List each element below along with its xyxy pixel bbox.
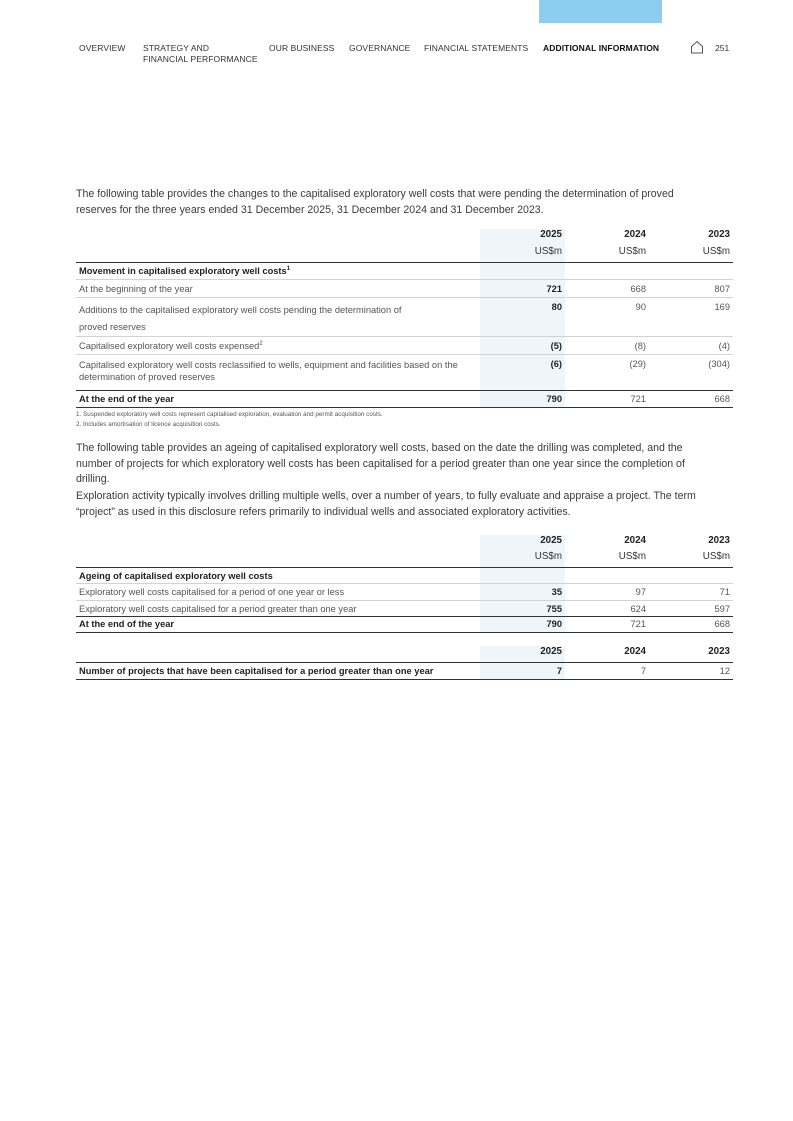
nav-strategy[interactable] [143, 43, 258, 65]
col-2024: 2024 [565, 646, 649, 662]
unit-2023: US$m [649, 246, 733, 262]
footnote-1: 1. Suspended exploratory well costs represent capitalised exploration, evaluation and permit acquisition costs. [76, 411, 383, 418]
nav-our-business[interactable]: OUR BUSINESS [269, 43, 335, 53]
unit-2025: US$m [480, 551, 565, 567]
nav-strategy-line1: STRATEGY AND [143, 43, 210, 53]
header-blank [76, 229, 480, 246]
row-label-line2: proved reserves [79, 321, 146, 332]
col-2023: 2023 [708, 535, 730, 546]
total-2023: 668 [649, 616, 733, 632]
col-2025: 2025 [480, 646, 565, 662]
row-label [76, 297, 480, 336]
cell-2024: 97 [565, 583, 649, 600]
unit-2024: US$m [565, 246, 649, 262]
cell-2023: 71 [649, 583, 733, 600]
col-2024: 2024 [624, 229, 646, 240]
table-row [76, 583, 733, 600]
nav-additional-information[interactable]: ADDITIONAL INFORMATION [543, 43, 660, 53]
cell-2024: 668 [565, 279, 649, 297]
cell-2025: 35 [480, 583, 565, 600]
nav-strategy-line2: FINANCIAL PERFORMANCE [143, 54, 258, 64]
row-label-line1: Capitalised exploratory well costs reclassified to wells, equipment and facilities based on the [79, 359, 458, 370]
cell-2025: 7 [480, 662, 565, 679]
cell-2025: 80 [480, 297, 565, 336]
cell-2024: (29) [629, 358, 646, 369]
unit-2025: US$m [480, 246, 565, 262]
total-2025: 790 [480, 616, 565, 632]
row-label [76, 354, 480, 390]
col-2025: 2025 [480, 229, 565, 246]
total-label: At the end of the year [76, 390, 480, 407]
ageing-paragraph: The following table provides an ageing of capitalised exploratory well costs, based on the date the drilling was completed, and the number of projects for which exploratory well costs has been capitalised for a period greater than one year since the completion of drilling. [76, 442, 685, 485]
section-title: Ageing of capitalised exploratory well costs [76, 567, 480, 583]
cell-2024: 90 [565, 297, 649, 336]
project-definition-paragraph: Exploration activity typically involves drilling multiple wells, over a number of years, to fully evaluate and appraise a project. The term “project” as used in this disclosure refers primarily to individual wells and associated exploratory activities. [76, 490, 696, 518]
table-row [76, 297, 733, 336]
row-label: Number of projects that have been capitalised for a period greater than one year [76, 662, 480, 679]
table-row [76, 600, 733, 616]
cell-2023: (304) [708, 358, 730, 369]
table-row [76, 336, 733, 354]
page-number: 251 [715, 43, 730, 53]
row-label-text: Capitalised exploratory well costs expensed [79, 340, 260, 351]
cell-2024: 7 [565, 662, 649, 679]
nav-financial-statements[interactable]: FINANCIAL STATEMENTS [424, 43, 529, 53]
cell-2023: 169 [649, 297, 733, 336]
row-label [76, 336, 480, 354]
row-label: Exploratory well costs capitalised for a period of one year or less [76, 583, 480, 600]
movement-table [76, 229, 733, 408]
cell-2024: (8) [565, 336, 649, 354]
total-row [76, 390, 733, 407]
cell-2023: (4) [649, 336, 733, 354]
total-row [76, 616, 733, 632]
section-tab-marker [539, 0, 662, 23]
nav-governance[interactable]: GOVERNANCE [349, 43, 411, 53]
col-2024: 2024 [624, 535, 646, 546]
total-2023: 668 [649, 390, 733, 407]
ageing-table [76, 535, 733, 633]
table-row [76, 354, 733, 390]
nav-overview[interactable]: OVERVIEW [79, 43, 126, 53]
row-label: At the beginning of the year [76, 279, 480, 297]
table-row [76, 662, 733, 679]
cell-2025: (5) [480, 336, 565, 354]
row-label-line2: determination of proved reserves [79, 371, 215, 382]
cell-2025: (6) [480, 354, 565, 390]
intro-paragraph: The following table provides the changes to the capitalised exploratory well costs that were pending the determination of proved reserves for the three years ended 31 December 2025, 31 December 2024 and 31 December 2023. [76, 188, 674, 216]
cell-2023: 597 [714, 603, 730, 614]
cell-2023: 807 [649, 279, 733, 297]
cell-2025: 721 [480, 279, 565, 297]
col-2023: 2023 [708, 229, 730, 240]
footnote-ref-2: 2 [259, 340, 263, 347]
unit-2024: US$m [565, 551, 649, 567]
top-navigation [0, 43, 793, 73]
table-row [76, 279, 733, 297]
col-2025: 2025 [480, 535, 565, 551]
total-label: At the end of the year [76, 616, 480, 632]
cell-2023: 12 [649, 662, 733, 679]
footnote-ref-1: 1 [286, 265, 291, 272]
section-title-text: Movement in capitalised exploratory well costs [79, 265, 287, 276]
cell-2024: 624 [630, 603, 646, 614]
row-label-line1: Additions to the capitalised exploratory well costs pending the determination of [79, 304, 402, 315]
total-2025: 790 [480, 390, 565, 407]
row-label: Exploratory well costs capitalised for a period greater than one year [79, 603, 357, 614]
col-2023: 2023 [649, 646, 733, 662]
section-title [76, 262, 480, 279]
projects-table [76, 646, 733, 680]
footnote-2: 2. Includes amortisation of licence acquisition costs. [76, 421, 221, 428]
total-2024: 721 [565, 616, 649, 632]
unit-2023: US$m [649, 551, 733, 567]
home-icon[interactable] [690, 40, 704, 54]
cell-2025: 755 [480, 600, 565, 616]
total-2024: 721 [565, 390, 649, 407]
